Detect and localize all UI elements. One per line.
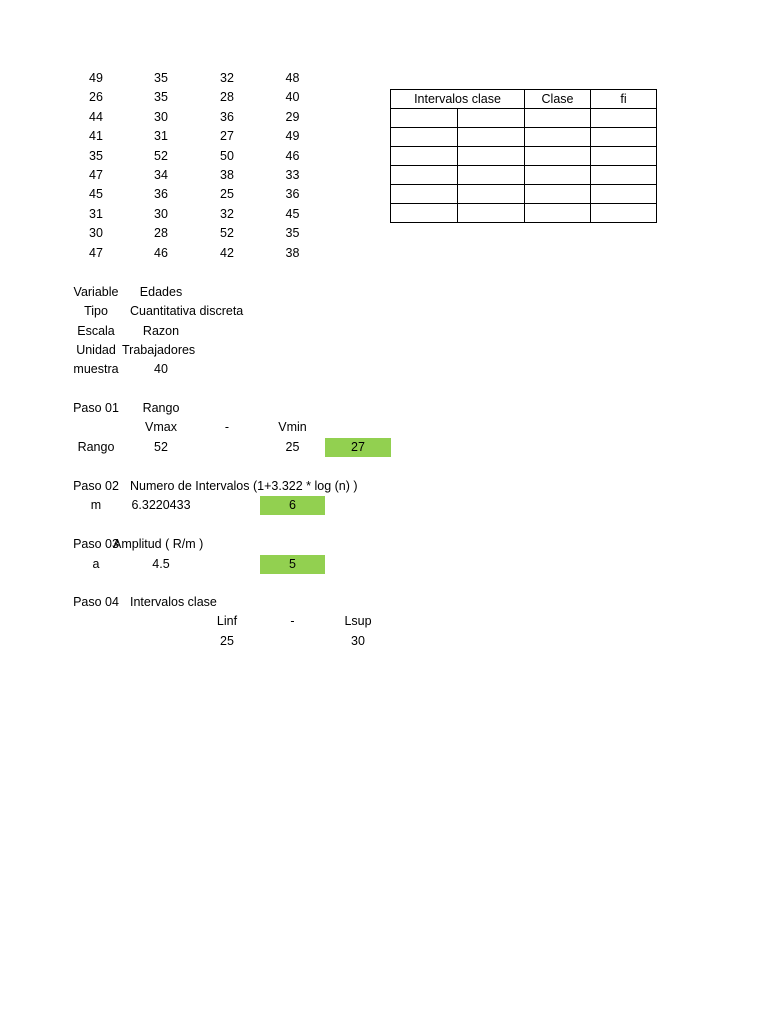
data-cell: 29	[285, 110, 300, 124]
frequency-table-row	[391, 166, 657, 185]
frequency-table-cell	[591, 204, 657, 223]
unidad-value: Trabajadores	[122, 343, 196, 357]
data-cell: 38	[285, 246, 300, 260]
paso4-dash: -	[290, 614, 295, 628]
data-cell: 40	[285, 90, 300, 104]
data-cell: 48	[285, 71, 300, 85]
data-cell: 38	[220, 168, 234, 182]
frequency-table-cell	[391, 109, 458, 128]
vmin-value: 25	[285, 440, 300, 454]
data-cell: 45	[89, 187, 103, 201]
frequency-table-cell	[525, 109, 591, 128]
paso2-label: Paso 02	[73, 479, 119, 493]
frequency-table-row	[391, 147, 657, 166]
a-result: 5	[260, 555, 325, 574]
data-cell: 35	[89, 149, 103, 163]
data-cell: 28	[220, 90, 234, 104]
frequency-table-header-row	[391, 90, 657, 109]
tipo-value: Cuantitativa discreta	[130, 304, 244, 318]
vmax-value: 52	[154, 440, 168, 454]
data-cell: 33	[285, 168, 300, 182]
frequency-table	[390, 89, 657, 223]
frequency-table-cell	[391, 204, 458, 223]
frequency-table-row	[391, 109, 657, 128]
frequency-table-cell	[458, 185, 525, 204]
data-cell: 45	[285, 207, 300, 221]
m-value: 6.3220433	[131, 498, 191, 512]
frequency-table-cell	[458, 204, 525, 223]
paso1-label: Paso 01	[73, 401, 119, 415]
m-label: m	[90, 498, 102, 512]
variable-value: Edades	[139, 285, 183, 299]
frequency-table-cell	[391, 147, 458, 166]
data-cell: 52	[154, 149, 168, 163]
frequency-table-cell	[391, 128, 458, 147]
header-clase: Clase	[525, 90, 591, 109]
vmin-label: Vmin	[278, 420, 307, 434]
data-cell: 30	[154, 110, 168, 124]
header-intervalos-clase: Intervalos clase	[391, 90, 525, 109]
a-value: 4.5	[152, 557, 170, 571]
linf-label: Linf	[216, 614, 238, 628]
paso2-title: Numero de Intervalos (1+3.322 * log (n) )	[130, 479, 358, 493]
vmax-label: Vmax	[145, 420, 177, 434]
linf-value: 25	[220, 634, 234, 648]
frequency-table-cell	[458, 147, 525, 166]
data-cell: 41	[89, 129, 103, 143]
frequency-table-cell	[391, 185, 458, 204]
data-cell: 46	[285, 149, 300, 163]
data-cell: 36	[220, 110, 234, 124]
data-cell: 42	[220, 246, 234, 260]
data-cell: 52	[220, 226, 234, 240]
frequency-table-cell	[591, 109, 657, 128]
muestra-label: muestra	[73, 362, 119, 376]
frequency-table-cell	[591, 128, 657, 147]
tipo-label: Tipo	[84, 304, 108, 318]
frequency-table-cell	[525, 185, 591, 204]
data-cell: 30	[154, 207, 168, 221]
data-cell: 35	[154, 71, 168, 85]
data-cell: 47	[89, 168, 103, 182]
unidad-label: Unidad	[76, 343, 116, 357]
paso4-label: Paso 04	[73, 595, 119, 609]
data-cell: 49	[285, 129, 300, 143]
data-cell: 31	[154, 129, 168, 143]
frequency-table-cell	[458, 109, 525, 128]
frequency-table-cell	[391, 166, 458, 185]
data-cell: 44	[89, 110, 103, 124]
frequency-table-cell	[525, 128, 591, 147]
muestra-value: 40	[154, 362, 168, 376]
data-cell: 46	[154, 246, 168, 260]
lsup-label: Lsup	[344, 614, 372, 628]
rango-result: 27	[325, 438, 391, 457]
data-cell: 47	[89, 246, 103, 260]
frequency-table-cell	[458, 128, 525, 147]
data-cell: 30	[89, 226, 103, 240]
m-result: 6	[260, 496, 325, 515]
frequency-table-cell	[591, 185, 657, 204]
frequency-table-cell	[525, 166, 591, 185]
frequency-table-row	[391, 204, 657, 223]
frequency-table-row	[391, 185, 657, 204]
paso4-title: Intervalos clase	[130, 595, 217, 609]
frequency-table-cell	[525, 204, 591, 223]
data-cell: 35	[154, 90, 168, 104]
data-cell: 28	[154, 226, 168, 240]
data-cell: 35	[285, 226, 300, 240]
rango-row-label: Rango	[77, 440, 115, 454]
data-cell: 49	[89, 71, 103, 85]
frequency-table-row	[391, 128, 657, 147]
a-label: a	[92, 557, 100, 571]
data-cell: 31	[89, 207, 103, 221]
paso3-title: Amplitud ( R/m )	[113, 537, 204, 551]
paso1-dash: -	[224, 420, 230, 434]
lsup-value: 30	[351, 634, 365, 648]
paso3-label: Paso 03	[73, 537, 119, 551]
escala-label: Escala	[77, 324, 115, 338]
data-cell: 26	[89, 90, 103, 104]
frequency-table-cell	[591, 166, 657, 185]
variable-label: Variable	[73, 285, 119, 299]
data-cell: 32	[220, 71, 234, 85]
data-cell: 25	[220, 187, 234, 201]
paso1-title: Rango	[142, 401, 180, 415]
frequency-table-cell	[591, 147, 657, 166]
header-fi: fi	[591, 90, 657, 109]
data-cell: 50	[220, 149, 234, 163]
data-cell: 36	[285, 187, 300, 201]
frequency-table-cell	[525, 147, 591, 166]
data-cell: 34	[154, 168, 168, 182]
data-cell: 27	[220, 129, 234, 143]
frequency-table-cell	[458, 166, 525, 185]
data-cell: 32	[220, 207, 234, 221]
escala-value: Razon	[142, 324, 180, 338]
data-cell: 36	[154, 187, 168, 201]
